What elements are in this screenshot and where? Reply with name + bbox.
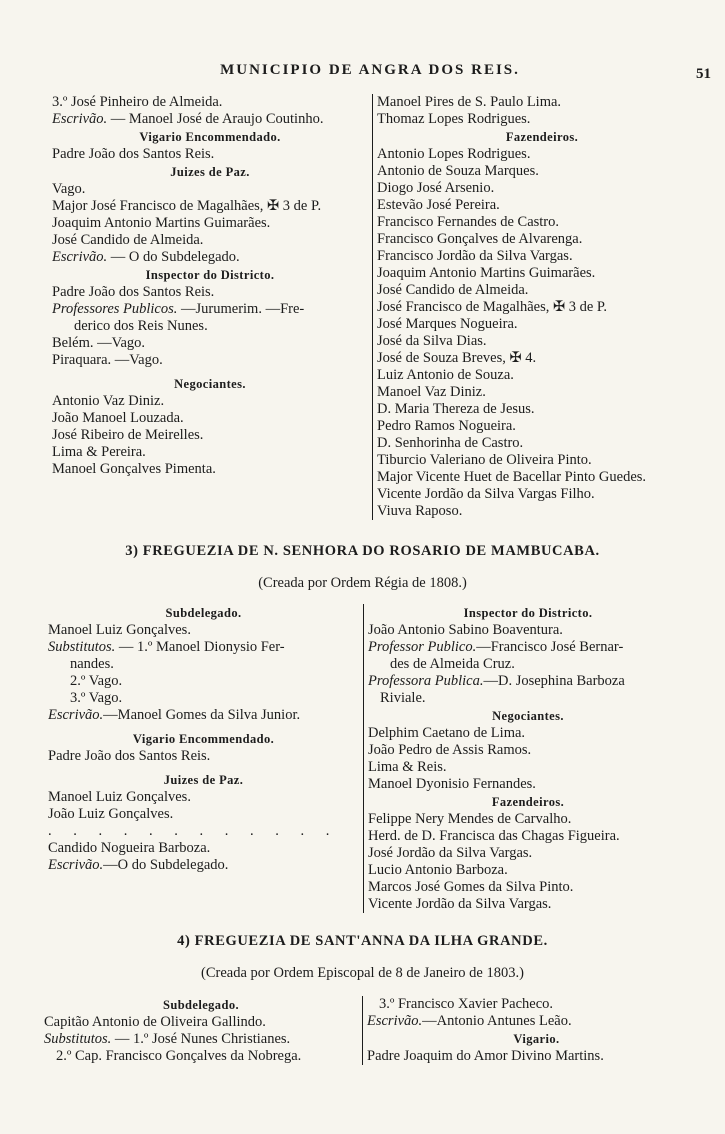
substituto-3: 3.º Vago. xyxy=(70,690,123,706)
escrivao-label: Escrivão. xyxy=(52,249,108,265)
fazendeiro-item: Herd. de D. Francisca das Chagas Figueira. xyxy=(368,828,620,844)
fazendeiro-item: Estevão José Pereira. xyxy=(377,197,500,213)
substitutos-line xyxy=(48,639,359,656)
right-line: Thomaz Lopes Rodrigues. xyxy=(377,111,531,127)
fazendeiro-item: Joaquim Antonio Martins Guimarães. xyxy=(377,265,596,281)
professor-text: —Francisco José Bernar- xyxy=(476,639,624,655)
juizes-heading: Juizes de Paz. xyxy=(170,165,250,179)
juizes-escrivao: —O do Subdelegado. xyxy=(103,857,229,873)
escrivao-name: Manoel José de Araujo Coutinho. xyxy=(128,111,324,127)
escrivao-label: Escrivão. xyxy=(48,857,104,873)
inspector-heading: Inspector do Districto. xyxy=(463,606,593,620)
substituto-1: — 1.º Manoel Dionysio Fer- xyxy=(118,639,285,655)
subdelegado-name: Manoel Luiz Gonçalves. xyxy=(48,622,191,638)
professores-cont: derico dos Reis Nunes. xyxy=(74,318,208,334)
block1-right-column xyxy=(372,94,707,520)
fazendeiro-item: José Marques Nogueira. xyxy=(377,316,518,332)
juizes-escrivao: O do Subdelegado. xyxy=(128,249,240,265)
inspector-heading: Inspector do Districto. xyxy=(145,268,275,282)
professora-cont: Riviale. xyxy=(380,690,426,706)
fazendeiro-item: Tiburcio Valeriano de Oliveira Pinto. xyxy=(377,452,592,468)
juizes-escrivao-line xyxy=(48,857,359,874)
negociante-item: Lima & Reis. xyxy=(368,759,447,775)
negociantes-heading: Negociantes. xyxy=(492,709,564,723)
substitutos-line xyxy=(44,1031,358,1048)
substituto-2: 2.º Cap. Francisco Gonçalves da Nobrega. xyxy=(56,1048,302,1064)
substitutos-label: Substitutos. xyxy=(44,1031,112,1047)
escrivao-label: Escrivão. xyxy=(48,707,104,723)
inspector-name: João Antonio Sabino Boaventura. xyxy=(368,622,563,638)
fazendeiro-item: Vicente Jordão da Silva Vargas. xyxy=(368,896,552,912)
professora-label: Professora Publica. xyxy=(368,673,484,689)
fazendeiro-item: Manoel Vaz Diniz. xyxy=(377,384,486,400)
fazendeiro-item: Antonio Lopes Rodrigues. xyxy=(377,146,531,162)
negociante-item: João Pedro de Assis Ramos. xyxy=(368,742,532,758)
section4-title: 4) FREGUEZIA DE SANT'ANNA DA ILHA GRANDE. xyxy=(177,933,548,949)
substituto-1-cont: nandes. xyxy=(70,656,114,672)
fazendeiro-item: José Jordão da Silva Vargas. xyxy=(368,845,533,861)
juiz-line: Manoel Luiz Gonçalves. xyxy=(48,789,191,805)
vigario-heading: Vigario Encommendado. xyxy=(132,732,275,746)
escrivao-line: Escrivão. — Manoel José de Araujo Coutinho. xyxy=(52,111,324,127)
escrivao-name: —Antonio Antunes Leão. xyxy=(422,1013,572,1029)
fazendeiro-item: Felippe Nery Mendes de Carvalho. xyxy=(368,811,572,827)
escrivao-label: Escrivão. xyxy=(367,1013,423,1029)
fazendeiro-item: D. Maria Thereza de Jesus. xyxy=(377,401,535,417)
section4-left-column xyxy=(44,996,362,1065)
professora-text: —D. Josephina Barboza xyxy=(483,673,625,689)
page-title: MUNICIPIO DE ANGRA DOS REIS. xyxy=(220,62,520,78)
vigario-name: Padre João dos Santos Reis. xyxy=(48,748,211,764)
ellipsis-dots: . . . . . . . . . . . . xyxy=(48,823,339,839)
fazendeiro-item: Lucio Antonio Barboza. xyxy=(368,862,508,878)
section3-left-column xyxy=(48,604,363,913)
escrivao-line xyxy=(48,707,359,724)
page-header xyxy=(0,62,725,86)
professora-line xyxy=(368,673,688,690)
section3-columns xyxy=(48,604,688,913)
fazendeiro-item: Viuva Raposo. xyxy=(377,503,463,519)
block1-left-column xyxy=(52,94,372,520)
escrivao-line xyxy=(367,1013,706,1030)
section3-title: 3) FREGUEZIA DE N. SENHORA DO ROSARIO DE MAMBUCABA. xyxy=(125,543,600,559)
fazendeiro-item: Francisco Gonçalves de Alvarenga. xyxy=(377,231,583,247)
fazendeiro-item: Francisco Jordão da Silva Vargas. xyxy=(377,248,573,264)
fazendeiro-item: Luiz Antonio de Souza. xyxy=(377,367,514,383)
fazendeiro-item: Pedro Ramos Nogueira. xyxy=(377,418,516,434)
section4-note: (Creada por Ordem Episcopal de 8 de Janeiro de 1803.) xyxy=(201,965,524,981)
vigario-name: Padre Joaquim do Amor Divino Martins. xyxy=(367,1048,604,1064)
fazendeiro-item: José da Silva Dias. xyxy=(377,333,487,349)
juizes-heading: Juizes de Paz. xyxy=(163,773,244,787)
fazendeiros-heading: Fazendeiros. xyxy=(491,795,565,809)
left-line: 3.º José Pinheiro de Almeida. xyxy=(52,94,223,110)
substitutos-label: Substitutos. xyxy=(48,639,116,655)
substituto-2: 2.º Vago. xyxy=(70,673,123,689)
professor-cont: des de Almeida Cruz. xyxy=(390,656,515,672)
fazendeiro-item: José de Souza Breves, ✠ 4. xyxy=(377,350,537,366)
belem-line: Belém. —Vago. xyxy=(52,335,146,351)
negociante-item: Lima & Pereira. xyxy=(52,444,146,460)
negociantes-heading: Negociantes. xyxy=(174,377,246,391)
juiz-line: Vago. xyxy=(52,181,86,197)
subdelegado-heading: Subdelegado. xyxy=(165,606,242,620)
escrivao-label: Escrivão. xyxy=(52,111,108,127)
juiz-line: José Candido de Almeida. xyxy=(52,232,204,248)
fazendeiro-item: Major Vicente Huet de Bacellar Pinto Guedes. xyxy=(377,469,647,485)
vigario-name: Padre João dos Santos Reis. xyxy=(52,146,215,162)
negociante-item: Manoel Gonçalves Pimenta. xyxy=(52,461,216,477)
negociante-item: José Ribeiro de Meirelles. xyxy=(52,427,204,443)
section3-note: (Creada por Ordem Régia de 1808.) xyxy=(258,575,467,591)
subdelegado-heading: Subdelegado. xyxy=(162,998,239,1012)
substituto-1: — 1.º José Nunes Christianes. xyxy=(114,1031,291,1047)
section4-columns xyxy=(44,996,706,1065)
vigario-heading: Vigario. xyxy=(513,1032,560,1046)
professores-label: Professores Publicos. xyxy=(52,301,178,317)
professor-label: Professor Publico. xyxy=(368,639,477,655)
section3-right-column xyxy=(363,604,688,913)
professores-text: —Jurumerim. —Fre- xyxy=(181,301,305,317)
negociante-item: Antonio Vaz Diniz. xyxy=(52,393,165,409)
substituto-3: 3.º Francisco Xavier Pacheco. xyxy=(379,996,553,1012)
section4-right-column xyxy=(362,996,706,1065)
fazendeiro-item: Francisco Fernandes de Castro. xyxy=(377,214,560,230)
negociante-item: Manoel Dyonisio Fernandes. xyxy=(368,776,536,792)
subdelegado-name: Capitão Antonio de Oliveira Gallindo. xyxy=(44,1014,266,1030)
juiz-line: Major José Francisco de Magalhães, ✠ 3 de P. xyxy=(52,198,322,214)
fazendeiro-item: D. Senhorinha de Castro. xyxy=(377,435,524,451)
negociante-item: João Manoel Louzada. xyxy=(52,410,184,426)
fazendeiro-item: José Candido de Almeida. xyxy=(377,282,529,298)
vigario-heading: Vigario Encommendado. xyxy=(139,130,281,144)
piraquara-line: Piraquara. —Vago. xyxy=(52,352,163,368)
negociante-item: Delphim Caetano de Lima. xyxy=(368,725,526,741)
professores-line xyxy=(52,301,368,318)
juiz-line: Joaquim Antonio Martins Guimarães. xyxy=(52,215,271,231)
block1-columns xyxy=(52,94,707,520)
fazendeiros-heading: Fazendeiros. xyxy=(505,130,579,144)
right-line: Manoel Pires de S. Paulo Lima. xyxy=(377,94,562,110)
professor-line xyxy=(368,639,688,656)
juizes-escrivao-line: Escrivão. — O do Subdelegado. xyxy=(52,249,240,265)
fazendeiro-item: Marcos José Gomes da Silva Pinto. xyxy=(368,879,574,895)
fazendeiro-item: Vicente Jordão da Silva Vargas Filho. xyxy=(377,486,595,502)
fazendeiro-item: José Francisco de Magalhães, ✠ 3 de P. xyxy=(377,299,608,315)
page-number: 51 xyxy=(696,66,711,82)
fazendeiro-item: Diogo José Arsenio. xyxy=(377,180,495,196)
escrivao-name: —Manoel Gomes da Silva Junior. xyxy=(103,707,301,723)
inspector-name: Padre João dos Santos Reis. xyxy=(52,284,215,300)
fazendeiro-item: Antonio de Souza Marques. xyxy=(377,163,539,179)
juiz-line: Candido Nogueira Barboza. xyxy=(48,840,211,856)
juiz-line: João Luiz Gonçalves. xyxy=(48,806,174,822)
